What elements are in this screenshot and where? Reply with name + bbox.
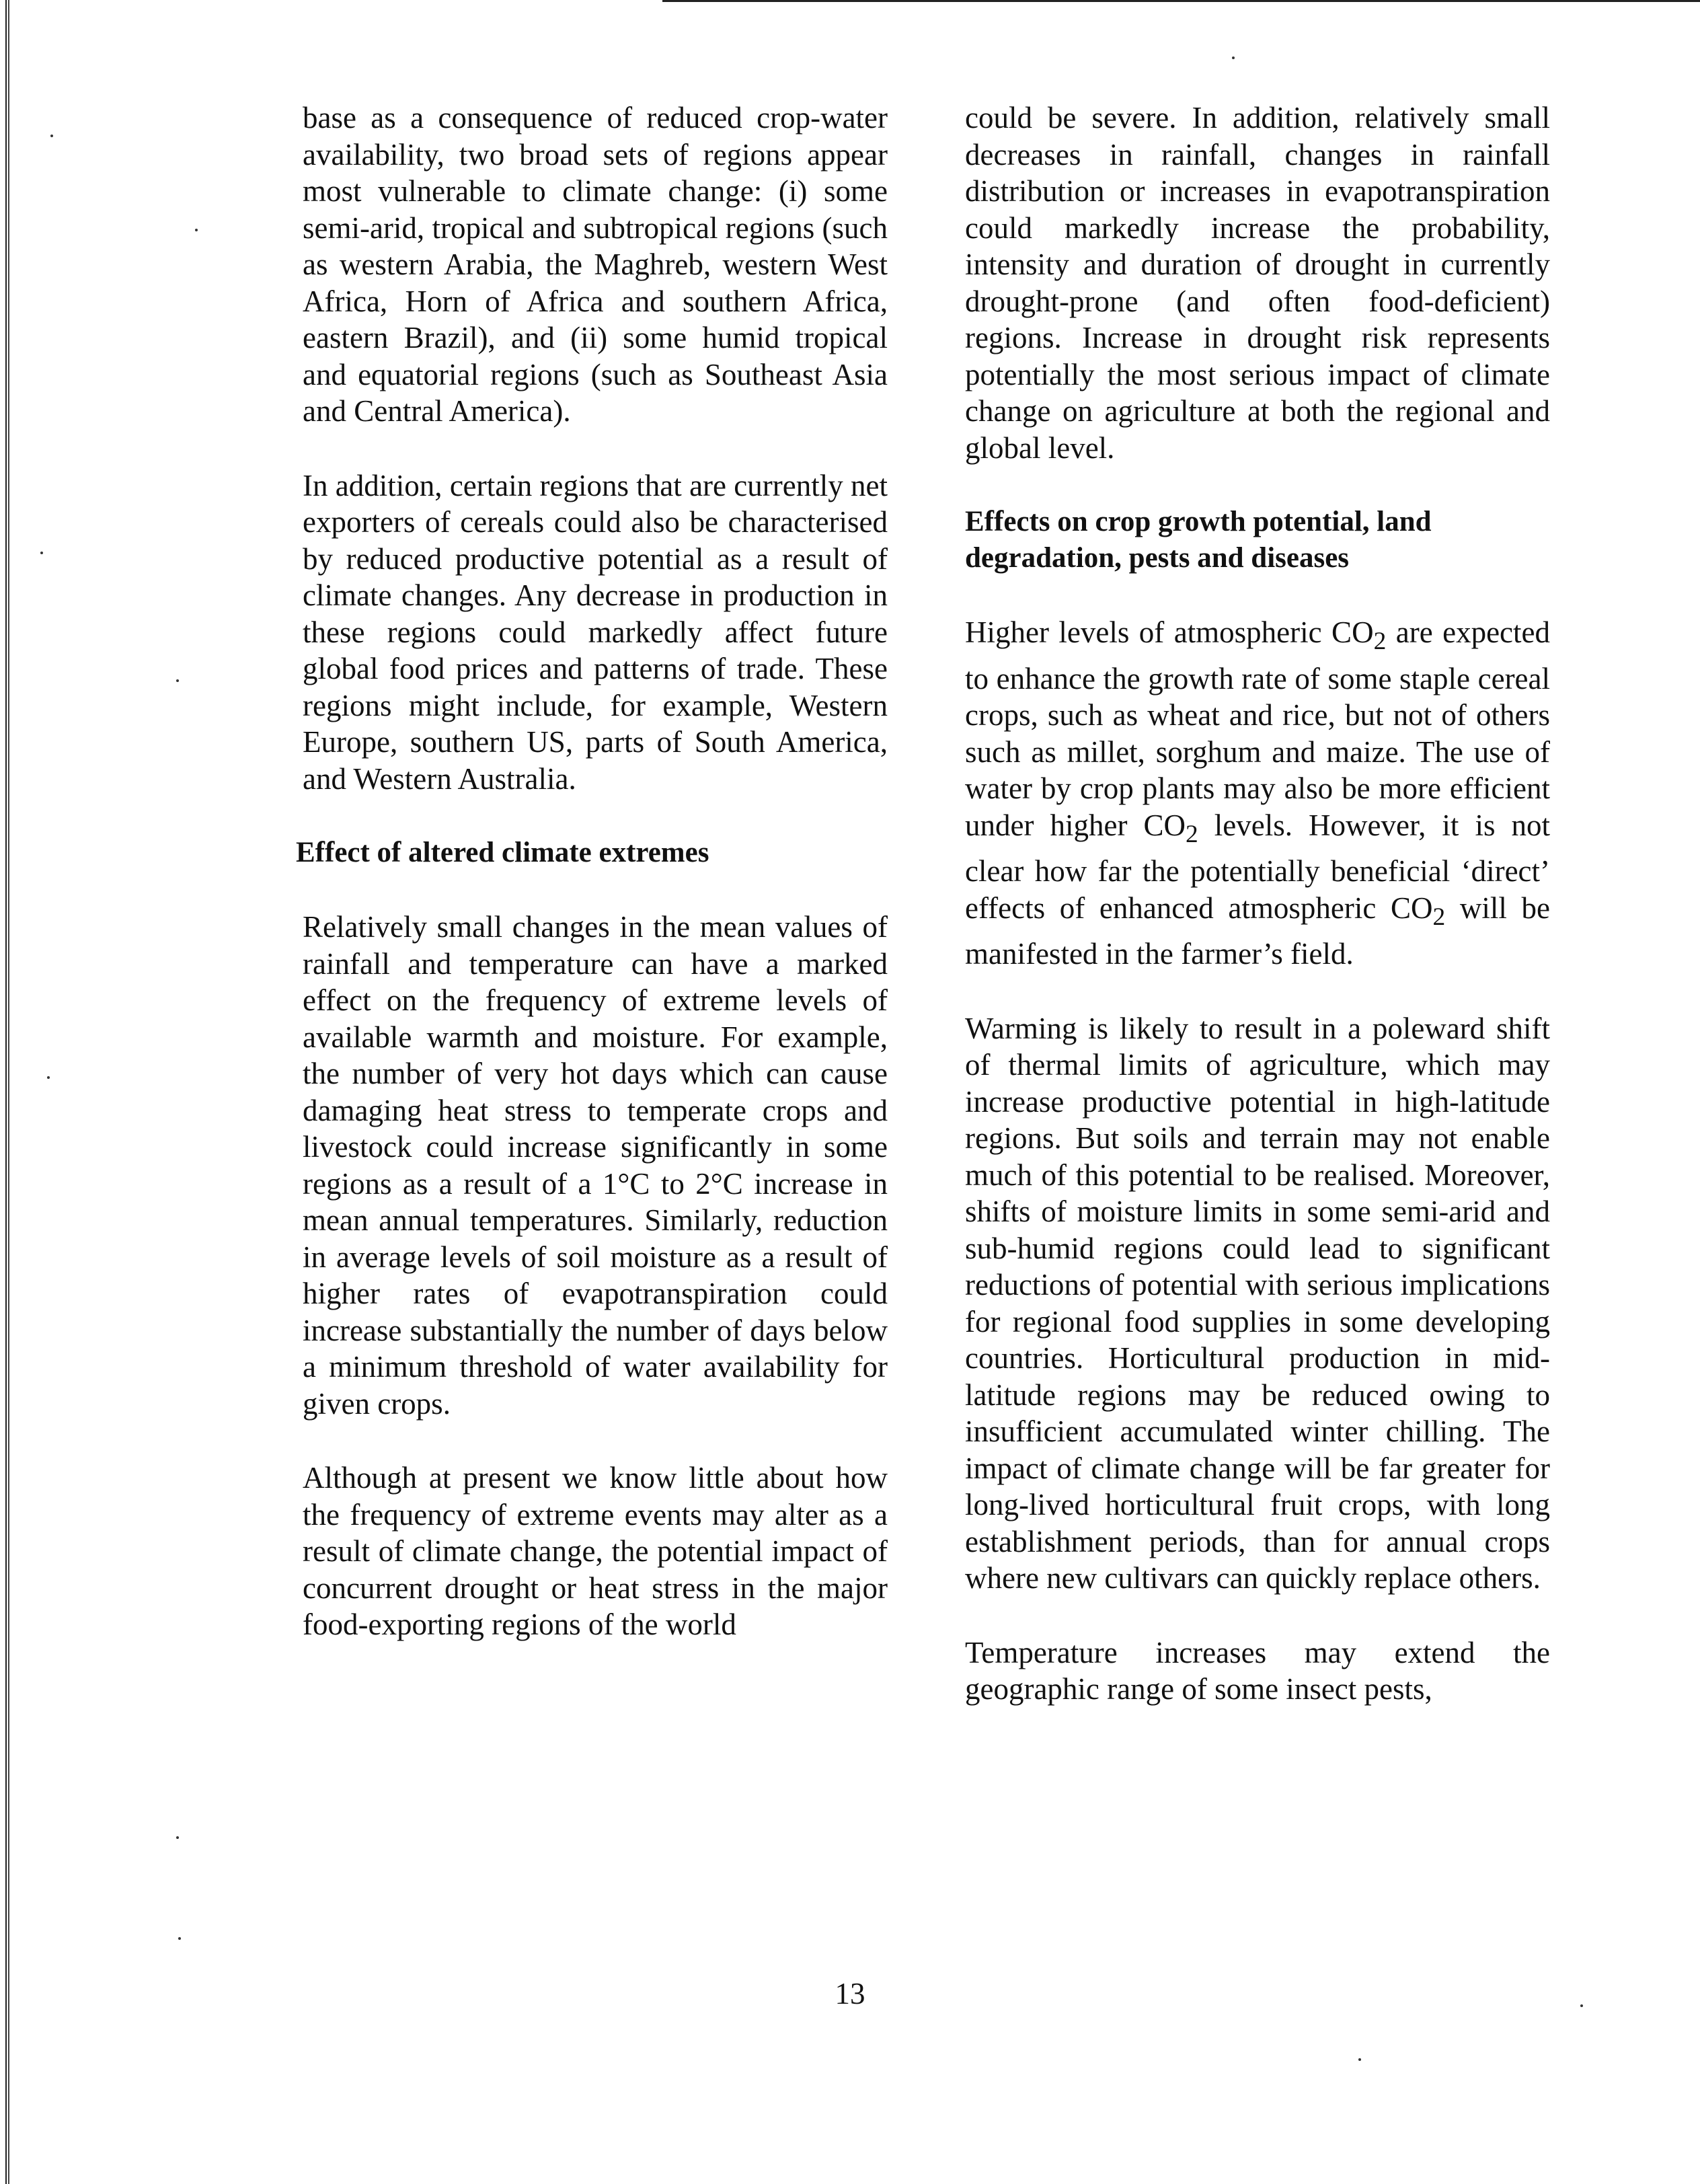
scan-speck [40,552,43,554]
scan-speck [1232,57,1235,59]
left-paragraph-4: Although at present we know little about how the frequency of extreme events may alter as a result of climate change, the potential impact of concurrent drought or heat stress in the major food-exporting regions of the world [303,1461,888,1641]
scan-speck [176,1836,179,1839]
scan-speck [178,1937,181,1940]
right-paragraph-4: Temperature increases may extend the geographic range of some insect pests, [965,1635,1550,1706]
co2-text-d: will be manifested in the farmer’s field. [965,891,1550,971]
scan-speck [176,679,179,682]
scan-border-decoration [5,0,9,2184]
scan-speck [47,1076,50,1079]
left-paragraph-2: In addition, certain regions that are currently net exporters of cereals could also be characterised by reduced productive potential as a result of climate changes. Any decrease in production in these regions could markedly affect future global food prices and patterns of trade. These regions might include, for example, Western Europe, southern US, parts of South America, and Western Australia. [303,468,888,796]
right-paragraph-1: could be severe. In addition, relatively small decreases in rainfall, changes in rainfall distribution or increases in evapotranspiration could markedly increase the probability, intensity and duration of drought in currently drought-prone (and often food-deficient) regions. Increase in drought risk represents potentially the most serious impact of climate change on agriculture at both the regional and global level. [965,101,1550,465]
co2-text-c: levels. However, it is not clear how far the potentially beneficial ‘direct’ effects of enhanced atmospheric CO [965,808,1550,925]
scan-top-line [662,0,1700,2]
co2-text-a: Higher levels of atmospheric CO [965,615,1374,649]
co2-subscript: 2 [1373,628,1387,655]
scan-speck [195,229,198,231]
co2-subscript: 2 [1186,820,1198,848]
co2-subscript: 2 [1432,903,1446,931]
heading-altered-climate-extremes: Effect of altered climate extremes [296,837,709,868]
left-column [296,100,888,1643]
scan-speck [1358,2058,1361,2061]
right-paragraph-3: Warming is likely to result in a poleward shift of thermal limits of agriculture, which may increase productive potential in high-latitude regions. But soils and terrain may not enable much of this potential to be realised. Moreover, shifts of moisture limits in some semi-arid and sub-humid regions could lead to significant reductions of potential with serious implications for regional food supplies in some developing countries. Horticultural production in mid-latitude regions may be reduced owing to insufficient accumulated winter chilling. The impact of climate change will be far greater for long-lived horticultural fruit crops, with long establishment periods, than for annual crops where new cultivars can quickly replace others. [965,1011,1550,1595]
left-paragraph-3: Relatively small changes in the mean values of rainfall and temperature can have a marked effect on the frequency of extreme levels of available warmth and moisture. For example, the number of very hot days which can cause damaging heat stress to temperate crops and livestock could increase significantly in some regions as a result of a 1°C to 2°C increase in mean annual temperatures. Similarly, reduction in average levels of soil moisture as a result of higher rates of evapotranspiration could increase substantially the number of days below a minimum threshold of water availability for given crops. [303,910,888,1421]
left-paragraph-1: base as a consequence of reduced crop-water availability, two broad sets of regions appear most vulnerable to climate change: (i) some semi-arid, tropical and subtropical regions (such as western Arabia, the Maghreb, western West Africa, Horn of Africa and southern Africa, eastern Brazil), and (ii) some humid tropical and equatorial regions (such as Southeast Asia and Central America). [303,101,888,428]
right-paragraph-2 [965,614,1550,973]
scan-speck [50,135,53,137]
page-number: 13 [835,1977,865,2010]
co2-text-b: are expected to enhance the growth rate of some staple cereal crops, such as wheat and rice, but not of others such as millet, sorghum and maize. The use of water by crop plants may also be more efficient under higher CO [965,615,1550,842]
heading-crop-growth-potential: Effects on crop growth potential, land degradation, pests and diseases [965,506,1432,574]
right-column [965,100,1550,1708]
